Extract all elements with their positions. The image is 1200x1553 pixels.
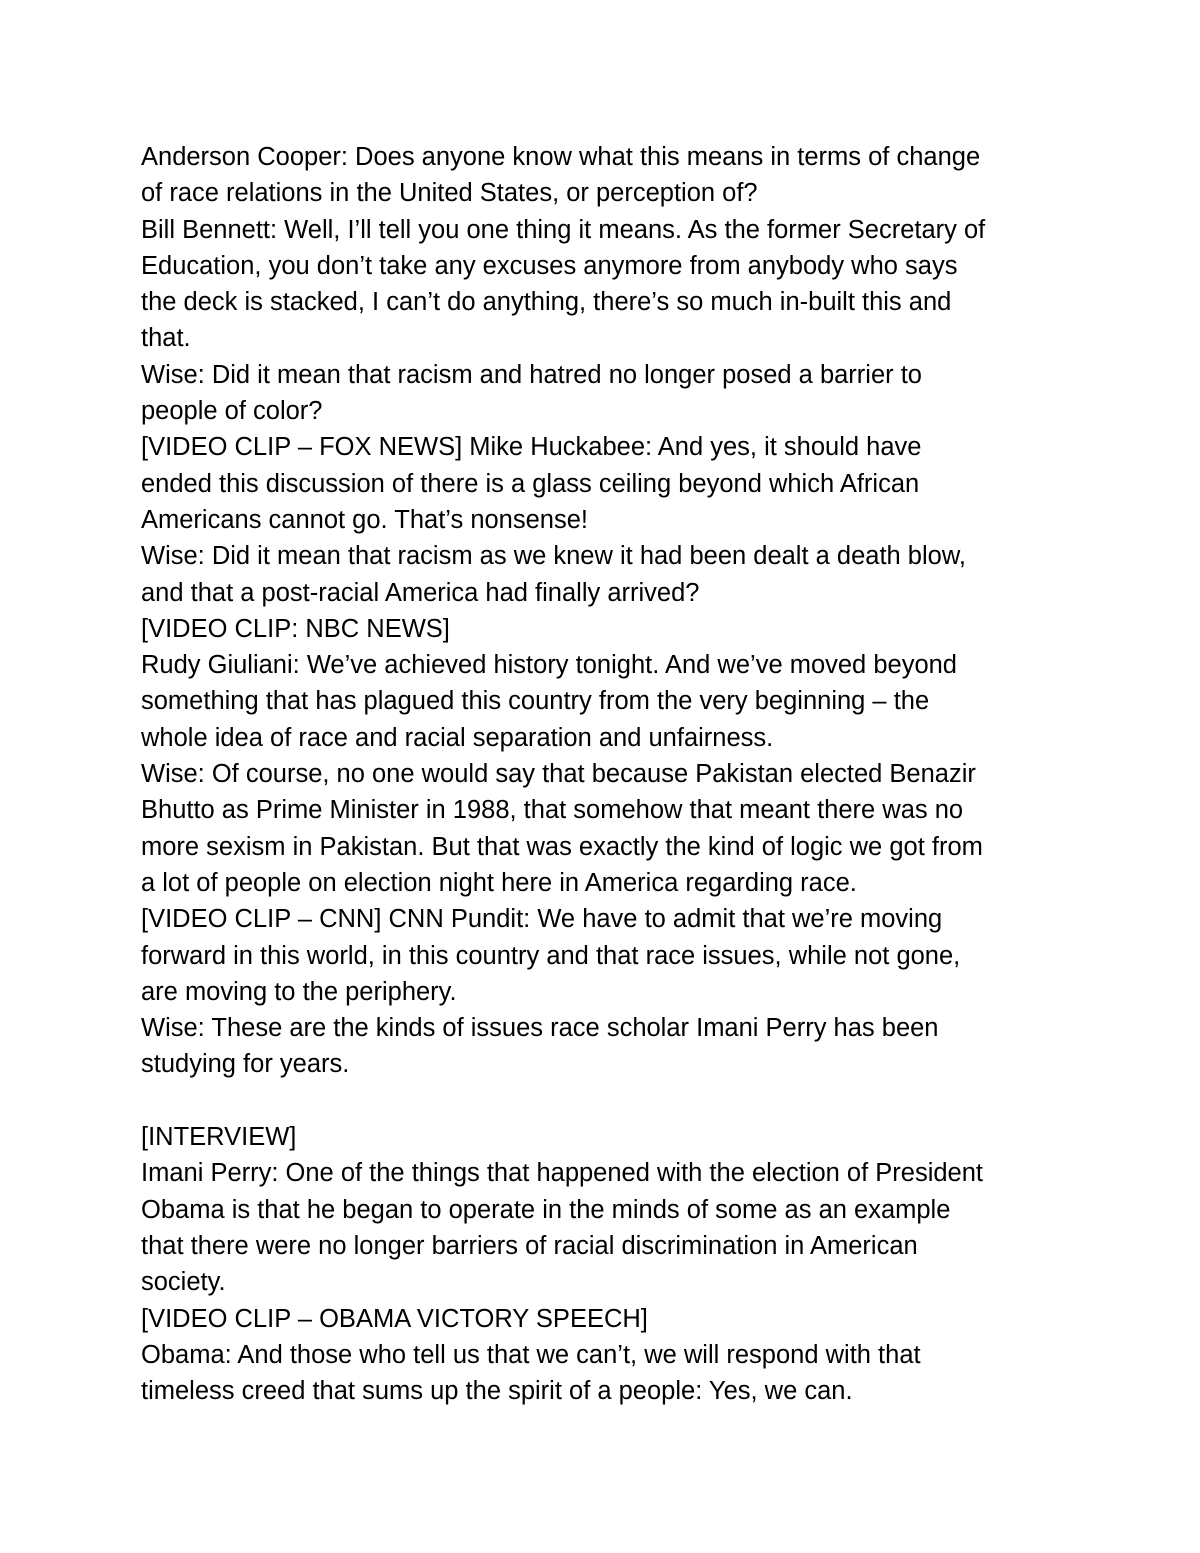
text-line: society. [141, 1268, 226, 1297]
text-line: Bhutto as Prime Minister in 1988, that somehow that meant there was no [141, 796, 964, 825]
text-line: and that a post-racial America had finally arrived? [141, 578, 700, 607]
text-line: the deck is stacked, I can’t do anything, there’s so much in-built this and [141, 288, 952, 317]
text-line: Bill Bennett: Well, I’ll tell you one thing it means. As the former Secretary of [141, 215, 986, 244]
text-line: [VIDEO CLIP – CNN] CNN Pundit: We have to admit that we’re moving [141, 905, 943, 934]
text-line: ended this discussion of there is a glass ceiling beyond which African [141, 469, 920, 498]
transcript-text [141, 139, 1071, 1409]
text-line: something that has plagued this country from the very beginning – the [141, 687, 930, 716]
text-line: [VIDEO CLIP: NBC NEWS] [141, 614, 450, 643]
text-line: [VIDEO CLIP – FOX NEWS] Mike Huckabee: And yes, it should have [141, 433, 922, 462]
text-line: more sexism in Pakistan. But that was exactly the kind of logic we got from [141, 832, 983, 861]
text-line: Imani Perry: One of the things that happened with the election of President [141, 1159, 984, 1188]
text-line: Wise: Of course, no one would say that because Pakistan elected Benazir [141, 760, 976, 789]
text-line: Americans cannot go. That’s nonsense! [141, 505, 588, 534]
text-line: Wise: Did it mean that racism and hatred no longer posed a barrier to [141, 360, 922, 389]
text-line: that there were no longer barriers of racial discrimination in American [141, 1231, 918, 1260]
text-line: Rudy Giuliani: We’ve achieved history tonight. And we’ve moved beyond [141, 651, 957, 680]
text-line: forward in this world, in this country and that race issues, while not gone, [141, 941, 961, 970]
text-line: whole idea of race and racial separation and unfairness. [141, 723, 774, 752]
text-line: [VIDEO CLIP – OBAMA VICTORY SPEECH] [141, 1304, 648, 1333]
text-line: Education, you don’t take any excuses anymore from anybody who says [141, 251, 958, 280]
text-line: Wise: Did it mean that racism as we knew it had been dealt a death blow, [141, 542, 966, 571]
text-line: Obama: And those who tell us that we can’t, we will respond with that [141, 1340, 921, 1369]
text-line: a lot of people on election night here in America regarding race. [141, 868, 857, 897]
text-line: timeless creed that sums up the spirit of a people: Yes, we can. [141, 1377, 853, 1406]
text-line: Obama is that he began to operate in the minds of some as an example [141, 1195, 951, 1224]
text-line: studying for years. [141, 1050, 350, 1079]
text-line: Anderson Cooper: Does anyone know what this means in terms of change [141, 143, 981, 171]
text-line: that. [141, 324, 191, 353]
text-line: [INTERVIEW] [141, 1123, 297, 1152]
text-line: of race relations in the United States, or perception of? [141, 179, 758, 208]
blank-line [141, 1083, 1071, 1119]
text-line: Wise: These are the kinds of issues race scholar Imani Perry has been [141, 1014, 939, 1043]
text-line: are moving to the periphery. [141, 977, 457, 1006]
text-line: people of color? [141, 397, 323, 426]
